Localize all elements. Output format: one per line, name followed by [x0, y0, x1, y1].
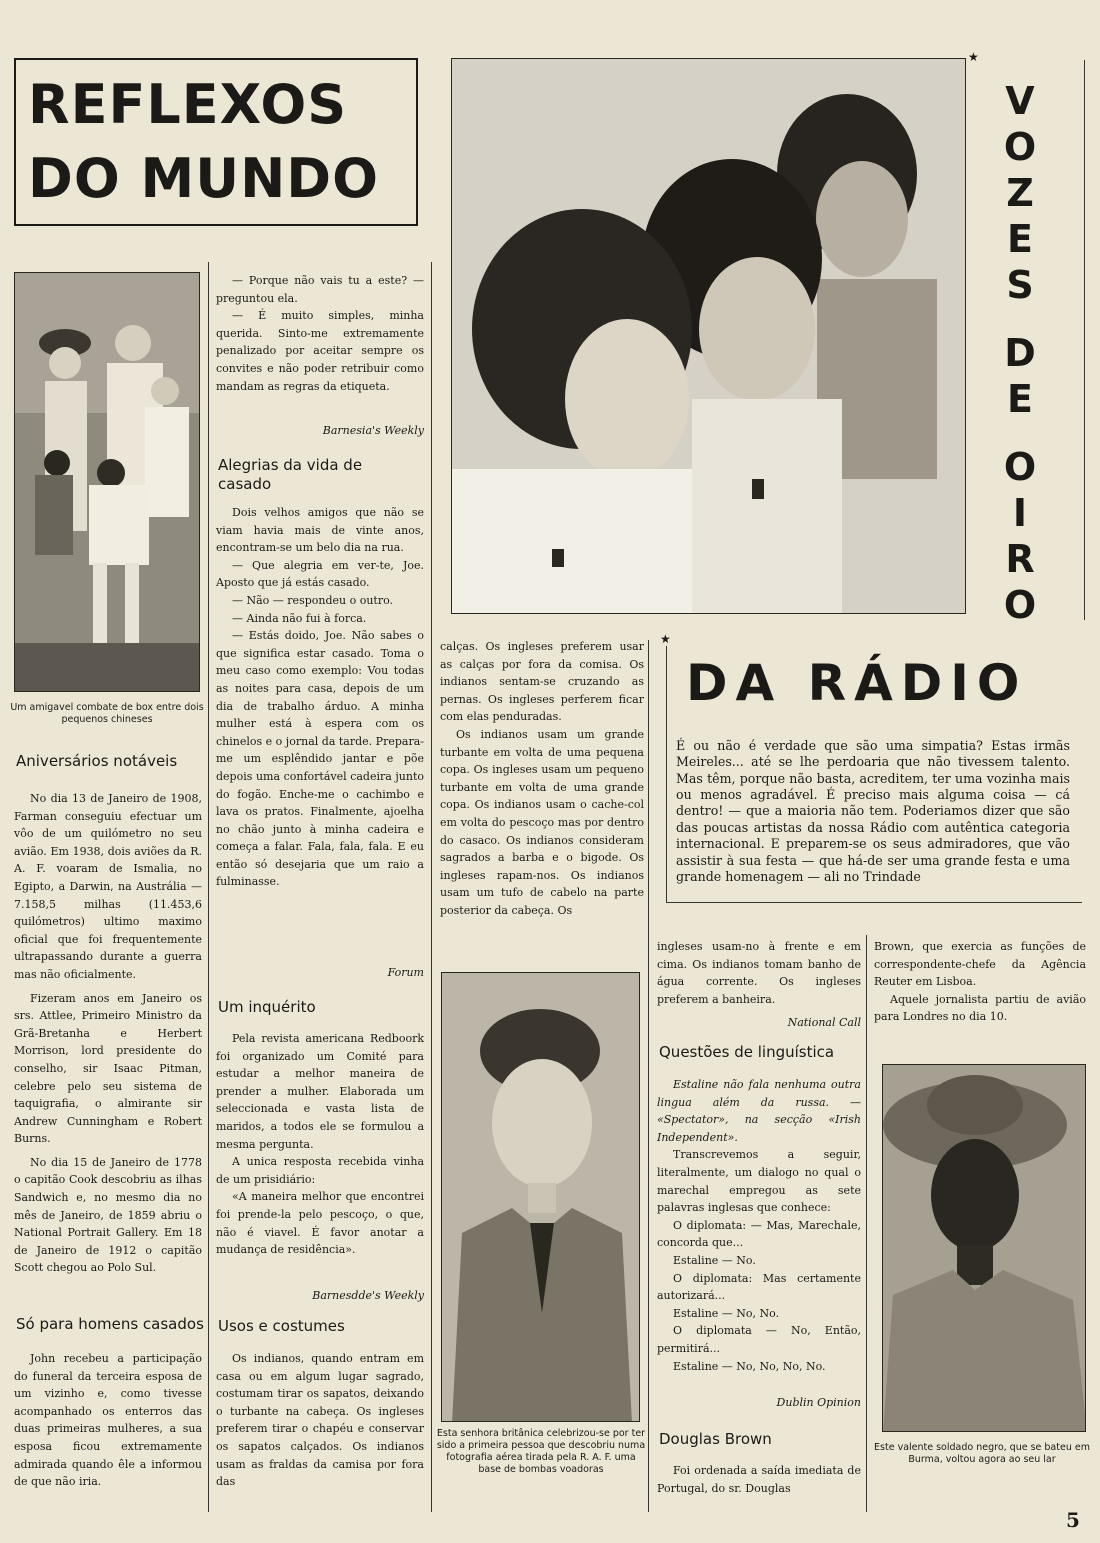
column-rule: [648, 640, 649, 1512]
linguistica-paragraph-7: O diplomata — No, Então, permitirá...: [657, 1324, 861, 1355]
linguistica-paragraph-4: Estaline — No.: [673, 1253, 756, 1267]
vozes-letter: O: [1003, 445, 1037, 489]
alegrias-paragraph-4: — Ainda não fui à forca.: [232, 611, 367, 625]
alegrias-paragraph-5: — Estás doido, Joe. Não sabes o que significa estar casado. Toma o meu caso como exemplo: Vou todas as noites para casa, depois de um dia de trabalho árduo. A minha mulher está à espera com os chinelos e o jornal da tarde. Prepara-me um esplêndido jantar e põe depois uma confortável cadeira junto do fogão. Enche-me o cachimbo e lava os pratos. Finalmente, ajoelha no chão junto à minha cadeira e começa a falar. Fala, fala, fala. E eu então só desejaria que um raio a fulminasse.: [216, 629, 424, 889]
alegrias-paragraph-3: — Não — respondeu o outro.: [232, 593, 394, 607]
photo-soldier: [882, 1064, 1086, 1432]
star-ornament: ★: [660, 632, 671, 646]
douglas-text: [657, 1462, 861, 1512]
column-rule: [866, 935, 867, 1512]
usos-cont-paragraph-1: calças. Os ingleses preferem usar as calças por fora da comisa. Os indianos sentam-se cruzando as pernas. Os ingleses perferem ficar com elas penduradas.: [440, 640, 644, 724]
vozes-letter: Z: [1006, 171, 1034, 215]
vozes-vertical-title: [990, 78, 1050, 628]
douglas-cont-paragraph-2: Aquele jornalista partiu de avião para Londres no dia 10.: [874, 992, 1086, 1024]
alegrias-paragraph-1: Dois velhos amigos que não se viam havia mais de vinte anos, encontram-se um belo dia na rua.: [216, 506, 424, 555]
usos-continued-text: [440, 638, 644, 948]
vozes-letter: I: [1012, 491, 1028, 535]
alegrias-text: [216, 504, 424, 959]
homens-casados-paragraph: John recebeu a participação do funeral da terceira esposa de um vizinho e, como tivesse acompanhado os enterros das duas primeiras mulheres, a sua esposa ficou extremamente admirada quando êle a informou de que não iria.: [14, 1352, 202, 1489]
douglas-cont-paragraph-1: Brown, que exercia as funções de correspondente-chefe da Agência Reuter em Lisboa.: [874, 940, 1086, 989]
aniversarios-heading: Aniversários notáveis: [16, 752, 178, 770]
photo-boxing-caption: Um amigavel combate de box entre dois pequenos chineses: [10, 702, 204, 725]
linguistica-paragraph-5: O diplomata: Mas certamente autorizará...: [657, 1271, 861, 1303]
photo-woman-caption: Esta senhora britânica celebrizou-se por ter sido a primeira pessoa que descobriu numa fotografia aérea tirada pela R. A. F. uma base de bombas voadoras: [436, 1428, 646, 1475]
alegrias-heading: Alegrias da vida de casado: [218, 456, 363, 493]
photo-soldier-caption: Este valente soldado negro, que se bateu em Burma, voltou agora ao seu lar: [874, 1442, 1090, 1465]
linguistica-paragraph-8: Estaline — No, No, No, No.: [673, 1359, 826, 1373]
column-rule: [431, 262, 432, 1512]
linguistica-text: [657, 1076, 861, 1386]
radio-article-text: É ou não é verdade que são uma simpatia? Estas irmãs Meireles... até se lhe perdoaria que não tivessem talento. Mas têm, porque não basta, acreditem, ter uma vozinha mais ou menos agradável. É preciso mais alguma coisa — cá dentro! — que a maioria não tem. Poderiamos dizer que são das poucas artistas da nossa Rádio com autêntica categoria internacional. E preparem-se os seus admiradores, que vão assistir à sua festa — que há-de ser uma grande festa e uma grande homenagem — ali no Trindade: [676, 738, 1070, 884]
linguistica-paragraph-2: Transcrevemos a seguir, literalmente, um dialogo no qual o marechal empregou as sete palavras inglesas que conhece:: [657, 1148, 861, 1215]
usos-cont2-paragraph: ingleses usam-no à frente e em cima. Os indianos tomam banho de água corrente. Os ingleses preferem a banheira.: [657, 940, 861, 1006]
inquerito-text: [216, 1030, 424, 1285]
vozes-letter: V: [1005, 79, 1035, 123]
inquerito-paragraph-1: Pela revista americana Redboork foi organizado um Comité para estudar a melhor maneira de prender a mulher. Elaborada um seleccionada e vasta lista de maridos, a todos ele se formulou a mesma pergunta.: [216, 1032, 424, 1151]
linguistica-paragraph-1: Estaline não fala nenhuma outra lingua além da russa. — «Spectator», na secção «Irish Independent».: [657, 1078, 861, 1144]
aniversarios-paragraph-1: No dia 13 de Janeiro de 1908, Farman conseguiu efectuar um vôo de um quilómetro no seu avião. Em 1938, dois aviões da R. A. F. voaram de Ismalia, no Egipto, a Darwin, na Austrália — 7.158,5 milhas (11.453,6 quilómetros) ultimo maximo oficial que foi frequentemente ultrapassando durante a guerra mas não oficialmente.: [14, 792, 202, 981]
usos-text: [216, 1350, 424, 1512]
usos-cont-paragraph-2: Os indianos usam um grande turbante em volta de uma pequena copa. Os ingleses usam um pequeno turbante em volta de uma grande copa. Os indianos usam o cache-col em volta do pescoço mas por dentro do casaco. Os indianos consideram sagrados a barba e o bigode. Os ingleses rapam-nos. Os indianos usam um tufo de cabelo na parte posterior da cabeça. Os: [440, 727, 644, 917]
vozes-letter: S: [1006, 263, 1034, 307]
col2-intro-paragraph-2: — É muito simples, minha querida. Sinto-me extremamente penalizado por aceitar sempre os convites e não poder retribuir como mandam as regras da etiqueta.: [216, 309, 424, 393]
linguistica-heading: Questões de linguística: [659, 1043, 835, 1061]
masthead-title-line2: DO MUNDO: [28, 152, 380, 206]
photo-british-woman: [441, 972, 640, 1422]
douglas-continued-text: [874, 938, 1086, 1038]
column-rule: [208, 262, 209, 1512]
vozes-letter: E: [1007, 377, 1033, 421]
page-number: 5: [1066, 1508, 1080, 1532]
aniversarios-paragraph-3: No dia 15 de Janeiro de 1778 o capitão Cook descobriu as ilhas Sandwich e, no mesmo dia no mês de Janeiro, de 1859 abriu o National Portrait Gallery. Em 18 de Janeiro de 1912 o capitão Scott chegou ao Polo Sul.: [14, 1155, 202, 1275]
douglas-paragraph: Foi ordenada a saída imediata de Portugal, do sr. Douglas: [657, 1464, 861, 1495]
alegrias-paragraph-2: — Que alegria em ver-te, Joe. Aposto que já estás casado.: [216, 558, 424, 590]
usos-heading: Usos e costumes: [218, 1317, 345, 1335]
col2-intro-source: Barnesia's Weekly: [322, 424, 424, 437]
usos-paragraph-1: Os indianos, quando entram em casa ou em algum lugar sagrado, costumam tirar os sapatos, deixando o turbante na cabeça. Os ingleses preferem tirar o chapéu e conservar os sapatos calçados. Os indianos usam as fraldas da camisa por fora das: [216, 1352, 424, 1489]
linguistica-paragraph-6: Estaline — No, No.: [673, 1306, 780, 1320]
linguistica-source: Dublin Opinion: [776, 1396, 861, 1409]
homens-casados-heading: Só para homens casados: [16, 1315, 204, 1333]
radio-box-bottom-rule: [666, 902, 1082, 903]
star-ornament: ★: [968, 50, 979, 64]
vozes-letter: D: [1004, 331, 1036, 375]
masthead-box: [14, 58, 418, 226]
douglas-heading: Douglas Brown: [659, 1430, 772, 1448]
homens-casados-text: [14, 1350, 202, 1512]
alegrias-source: Forum: [387, 966, 424, 979]
vozes-rule: [1084, 60, 1085, 620]
col2-intro-text: [216, 272, 424, 412]
inquerito-source: Barnesdde's Weekly: [312, 1289, 424, 1302]
radio-title: DA RÁDIO: [686, 654, 1028, 712]
masthead-title-line1: REFLEXOS: [28, 78, 348, 132]
vozes-letter: O: [1003, 125, 1037, 169]
inquerito-paragraph-2: A unica resposta recebida vinha de um prisidiário:: [216, 1155, 424, 1186]
vozes-letter: O: [1003, 583, 1037, 627]
vozes-letter: E: [1007, 217, 1033, 261]
usos-continued2-text: [657, 938, 861, 1008]
linguistica-paragraph-3: O diplomata: — Mas, Marechale, concorda que...: [657, 1218, 861, 1250]
aniversarios-text: [14, 790, 202, 1290]
radio-box-rule: [666, 646, 667, 902]
inquerito-paragraph-3: «A maneira melhor que encontrei foi prende-la pelo pescoço, o que, não é viavel. É favor anotar a mudança de residência».: [216, 1190, 424, 1257]
inquerito-heading: Um inquérito: [218, 998, 316, 1016]
vozes-letter: R: [1005, 537, 1035, 581]
aniversarios-paragraph-2: Fizeram anos em Janeiro os srs. Attlee, Primeiro Ministro da Grã-Bretanha e Herbert Morrison, lord presidente do conselho, sir Isaac Pitman, celebre pelo seu sistema de taquigrafia, o almirante sir Andrew Cunningham e Robert Burns.: [14, 991, 202, 1146]
photo-boxing-children: [14, 272, 200, 692]
col2-intro-paragraph-1: — Porque não vais tu a este? — preguntou ela.: [216, 274, 424, 305]
photo-meireles-sisters: [451, 58, 966, 614]
usos-source: National Call: [787, 1016, 861, 1029]
